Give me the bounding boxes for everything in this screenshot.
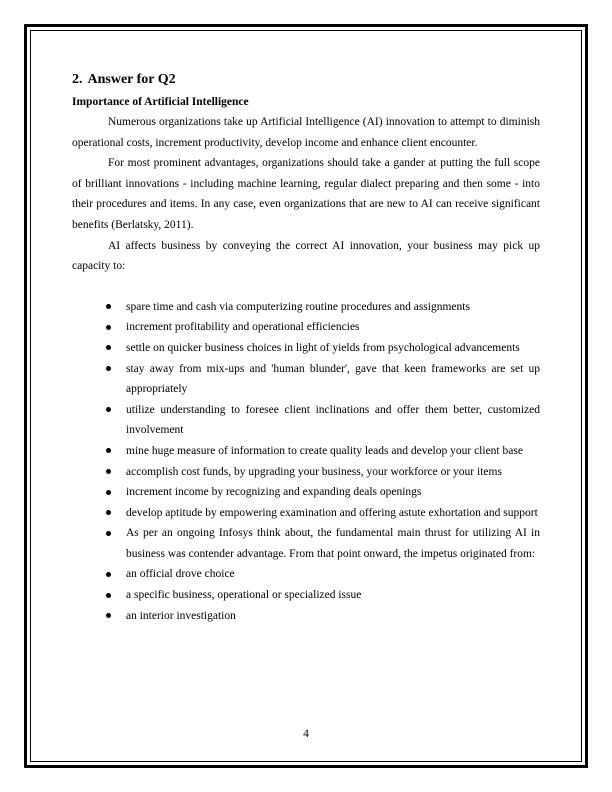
list-item bbox=[72, 606, 540, 627]
list-item bbox=[72, 462, 540, 483]
list-item-text: utilize understanding to foresee client inclinations and offer them better, customized involvement bbox=[126, 403, 540, 437]
paragraph: Numerous organizations take up Artificial Intelligence (AI) innovation to attempt to diminish operational costs, increment productivity, develop income and enhance client encounter. bbox=[72, 116, 540, 149]
list-item bbox=[72, 523, 540, 564]
page-number: 4 bbox=[303, 728, 309, 740]
section-heading bbox=[72, 70, 540, 90]
list-item bbox=[72, 503, 540, 524]
section-number: 2. bbox=[72, 72, 83, 87]
list-item-text: a specific business, operational or specialized issue bbox=[126, 589, 362, 602]
list-item-text: mine huge measure of information to create quality leads and develop your client base bbox=[126, 444, 523, 457]
bullet-icon bbox=[106, 469, 111, 474]
list-item-text: increment income by recognizing and expanding deals openings bbox=[126, 486, 422, 499]
list-item-text: develop aptitude by empowering examination and offering astute exhortation and support bbox=[126, 506, 538, 519]
list-item bbox=[72, 482, 540, 503]
paragraph: AI affects business by conveying the correct AI innovation, your business may pick up capacity to: bbox=[72, 239, 540, 273]
bullet-icon bbox=[106, 345, 111, 350]
list-item bbox=[72, 585, 540, 606]
bullet-icon bbox=[106, 510, 111, 515]
list-item bbox=[72, 441, 540, 462]
bullet-icon bbox=[106, 613, 111, 618]
list-item-text: increment profitability and operational efficiencies bbox=[126, 321, 360, 334]
list-item bbox=[72, 400, 540, 441]
list-item bbox=[72, 338, 540, 359]
bullet-list bbox=[72, 297, 540, 627]
section-title: Answer for Q2 bbox=[87, 72, 176, 87]
bullet-icon bbox=[106, 593, 111, 598]
list-item-text: an official drove choice bbox=[126, 568, 235, 581]
list-item-text: an interior investigation bbox=[126, 609, 236, 622]
bullet-icon bbox=[106, 366, 111, 371]
bullet-icon bbox=[106, 407, 111, 412]
list-item bbox=[72, 359, 540, 400]
list-item bbox=[72, 297, 540, 318]
list-item bbox=[72, 564, 540, 585]
bullet-icon bbox=[106, 304, 111, 309]
list-item-text: As per an ongoing Infosys think about, the fundamental main thrust for utilizing AI in business was contender advantage. From that point onward, the impetus originated from: bbox=[126, 527, 540, 560]
list-item-text: settle on quicker business choices in light of yields from psychological advancements bbox=[126, 341, 520, 354]
page-content bbox=[72, 70, 540, 626]
bullet-icon bbox=[106, 490, 111, 495]
bullet-icon bbox=[106, 325, 111, 330]
bullet-icon bbox=[106, 448, 111, 453]
list-item bbox=[72, 317, 540, 338]
bullet-icon bbox=[106, 572, 111, 577]
list-item-text: stay away from mix-ups and 'human blunder', gave that keen frameworks are set up appropriately bbox=[126, 362, 540, 396]
list-item-text: spare time and cash via computerizing routine procedures and assignments bbox=[126, 300, 470, 313]
subheading: Importance of Artificial Intelligence bbox=[72, 96, 249, 108]
bullet-icon bbox=[106, 531, 111, 536]
list-item-text: accomplish cost funds, by upgrading your business, your workforce or your items bbox=[126, 465, 502, 478]
paragraph: For most prominent advantages, organizations should take a gander at putting the full scope of brilliant innovations - including machine learning, regular dialect preparing and then some - into their procedures and items. In any case, even organizations that are new to AI can receive significant benefits (Berlatsky, 2011). bbox=[72, 157, 540, 231]
